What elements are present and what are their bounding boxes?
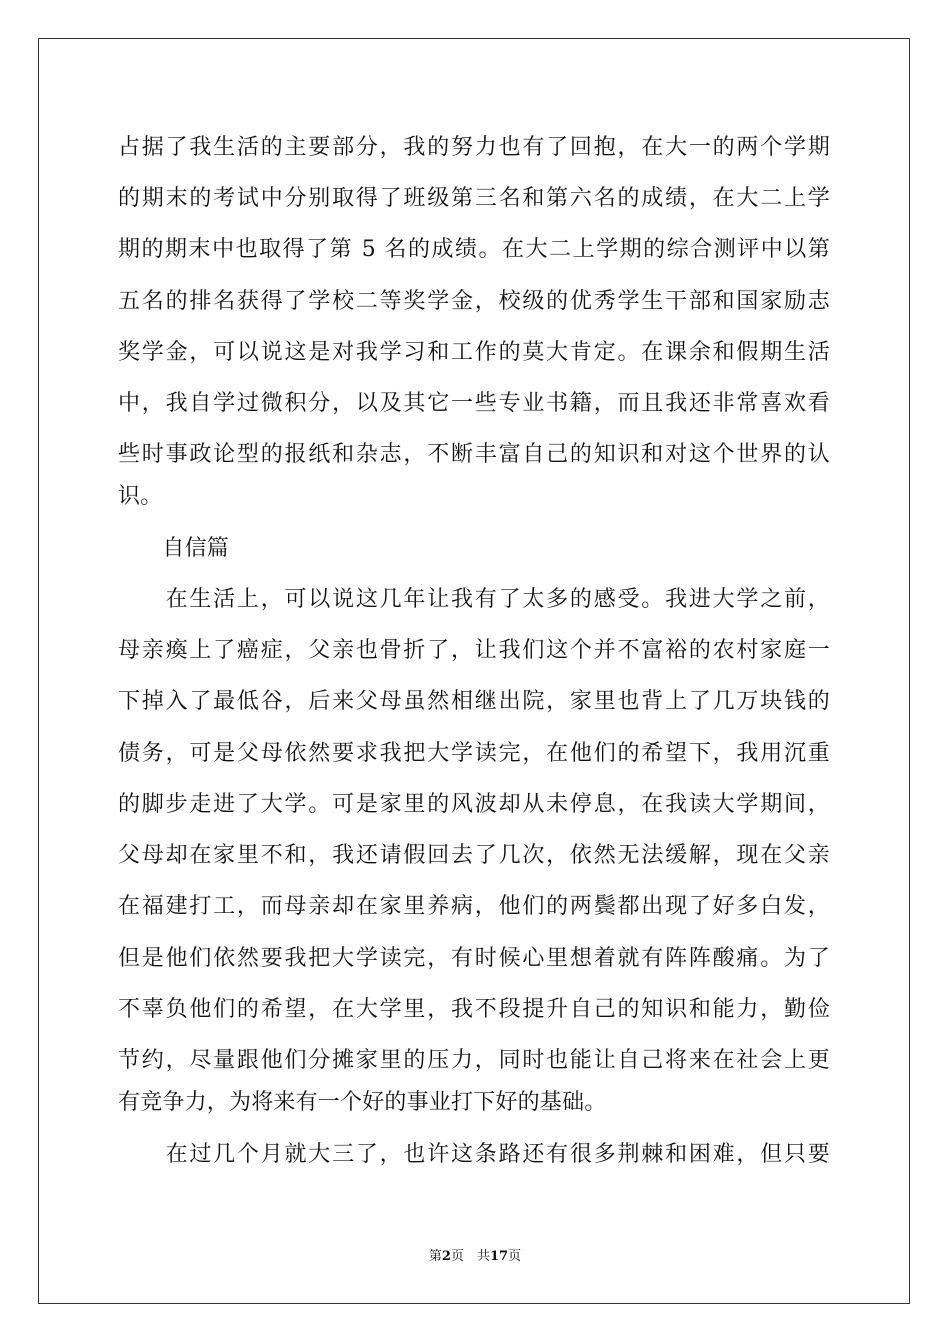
text-line-3: 期的期末中也取得了第 5 名的成绩。在大二上学期的综合测评中以第 — [118, 237, 830, 262]
text-line-8: 识。 — [118, 484, 163, 509]
page-footer — [0, 1245, 950, 1264]
footer-total-suffix: 页 — [508, 1249, 522, 1264]
text-line-11: 母亲瘓上了癌症，父亲也骨折了，让我们这个并不富裕的农村家庭一 — [118, 638, 830, 663]
text-line-21: 在过几个月就大三了，也许这条路还有很多荆棘和困难，但只要 — [118, 1142, 830, 1167]
section-heading: 自信篇 — [118, 536, 230, 561]
footer-prefix: 第 — [428, 1249, 442, 1264]
current-page-number: 2 — [441, 1249, 451, 1264]
text-line-17: 但是他们依然要我把大学读完，有时候心里想着就有阵阵酸痛。为了 — [118, 946, 830, 971]
text-line-20: 有竞争力，为将来有一个好的事业打下好的基础。 — [118, 1090, 607, 1115]
text-line-2: 的期末的考试中分别取得了班级第三名和第六名的成绩，在大二上学 — [118, 186, 830, 211]
text-line-14: 的脚步走进了大学。可是家里的风波却从未停息，在我读大学期间， — [118, 792, 830, 817]
text-line-1: 占据了我生活的主要部分，我的努力也有了回抱，在大一的两个学期 — [118, 135, 830, 160]
text-line-15: 父母却在家里不和，我还请假回去了几次，依然无法缓解，现在父亲 — [118, 843, 830, 868]
footer-page-suffix: 页 共 — [450, 1249, 490, 1264]
text-line-4: 五名的排名获得了学校二等奖学金，校级的优秀学生干部和国家励志 — [118, 289, 830, 314]
text-line-12: 下掉入了最低谷，后来父母虽然相继出院，家里也背上了几万块钱的 — [118, 689, 830, 714]
text-line-6: 中，我自学过微积分，以及其它一些专业书籍，而且我还非常喜欢看 — [118, 391, 830, 416]
text-line-7: 些时事政论型的报纸和杂志，不断丰富自己的知识和对这个世界的认 — [118, 442, 830, 467]
text-line-19: 节约，尽量跟他们分摊家里的压力，同时也能让自己将来在社会上更 — [118, 1048, 830, 1073]
text-line-13: 债务，可是父母依然要求我把大学读完，在他们的希望下，我用沉重 — [118, 741, 830, 766]
text-line-18: 不辜负他们的希望，在大学里，我不段提升自己的知识和能力，勤俭 — [118, 997, 830, 1022]
text-line-5: 奖学金，可以说这是对我学习和工作的莫大肯定。在课余和假期生活 — [118, 340, 830, 365]
text-line-16: 在福建打工，而母亲却在家里养病，他们的两鬓都出现了好多白发， — [118, 894, 830, 919]
total-page-count: 17 — [489, 1249, 509, 1264]
text-line-10: 在生活上，可以说这几年让我有了太多的感受。我进大学之前， — [118, 587, 830, 612]
